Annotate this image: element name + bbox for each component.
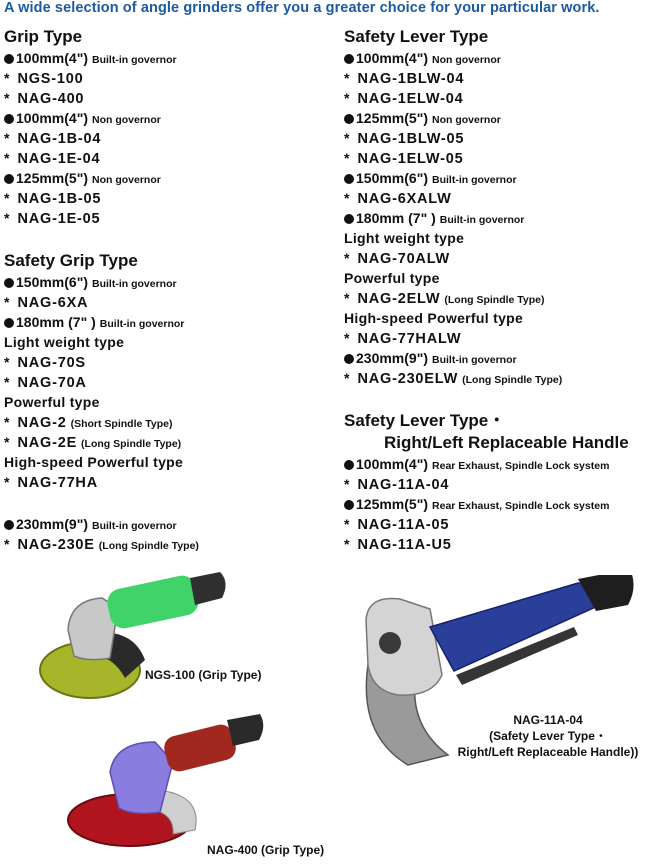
section-spacer <box>344 388 660 410</box>
disc-size: 100mm(4") <box>356 456 429 472</box>
model-number: NAG-230ELW <box>357 371 459 387</box>
size-line <box>4 312 324 332</box>
model-number: NAG-2ELW <box>357 291 441 307</box>
spec-note: Built-in governor <box>99 318 185 330</box>
bullet-dot-icon <box>344 114 354 124</box>
spec-note: Non governor <box>432 114 501 126</box>
bullet-dot-icon <box>4 114 14 124</box>
spec-note: Non governor <box>432 54 501 66</box>
bullet-dot-icon <box>4 174 14 184</box>
bullet-dot-icon <box>4 318 14 328</box>
ngs100-grinder-image <box>30 560 240 710</box>
bullet-dot-icon <box>344 54 354 64</box>
asterisk-bullet: * <box>344 290 350 306</box>
nag11a-head-port <box>379 632 401 654</box>
model-number: NAG-11A-U5 <box>357 537 452 553</box>
size-line <box>344 168 660 188</box>
section-title: Safety Lever Type・ <box>344 411 506 430</box>
model-line <box>344 474 660 494</box>
model-line <box>4 148 324 168</box>
bullet-dot-icon <box>344 354 354 364</box>
model-number: NAG-77HA <box>17 475 98 491</box>
asterisk-bullet: * <box>344 476 350 492</box>
asterisk-bullet: * <box>344 70 350 86</box>
model-line <box>344 328 660 348</box>
model-number: NAG-11A-04 <box>357 477 450 493</box>
spec-note: Non governor <box>92 174 161 186</box>
model-number: NAG-1ELW-05 <box>357 151 464 167</box>
model-line <box>4 188 324 208</box>
disc-size: 180mm (7" ) <box>16 314 96 330</box>
model-number: NAG-2E <box>17 435 78 451</box>
bullet-dot-icon <box>4 54 14 64</box>
asterisk-bullet: * <box>344 130 350 146</box>
model-line <box>4 534 324 554</box>
size-line <box>344 48 660 68</box>
model-number: NAG-1BLW-04 <box>357 71 465 87</box>
bullet-dot-icon <box>4 278 14 288</box>
model-number: NAG-70ALW <box>357 251 451 267</box>
model-line <box>344 368 660 388</box>
asterisk-bullet: * <box>4 190 10 206</box>
model-line <box>344 128 660 148</box>
nag400-rear <box>227 714 263 746</box>
disc-size: 150mm(6") <box>356 170 429 186</box>
asterisk-bullet: * <box>4 374 10 390</box>
model-number: NAG-1B-04 <box>17 131 102 147</box>
asterisk-bullet: * <box>344 536 350 552</box>
model-line <box>4 88 324 108</box>
spec-note: Built-in governor <box>92 520 177 532</box>
model-line <box>344 248 660 268</box>
spec-note: Non governor <box>92 114 161 126</box>
size-line <box>344 348 660 368</box>
section-title: Safety Grip Type <box>4 251 138 270</box>
model-number: NAG-1BLW-05 <box>357 131 465 147</box>
ngs100-rear <box>190 572 226 605</box>
disc-size: 180mm (7" ) <box>356 210 436 226</box>
category-label: High-speed Powerful type <box>344 310 524 326</box>
section-title: Grip Type <box>4 27 83 46</box>
bullet-dot-icon <box>4 520 14 530</box>
page-headline: A wide selection of angle grinders offer you a greater choice for your particular work. <box>4 0 600 16</box>
disc-size: 150mm(6") <box>16 274 89 290</box>
size-line <box>4 48 324 68</box>
section-title: Safety Lever Type <box>344 27 489 46</box>
size-line <box>4 514 324 534</box>
model-number: NAG-77HALW <box>357 331 462 347</box>
nag11a-caption-line3: Right/Left Replaceable Handle)) <box>457 745 639 759</box>
asterisk-bullet: * <box>4 70 10 86</box>
spec-note: (Short Spindle Type) <box>70 418 173 430</box>
asterisk-bullet: * <box>4 130 10 146</box>
model-number: NAG-70S <box>17 355 86 371</box>
size-line <box>344 454 660 474</box>
disc-size: 100mm(4") <box>16 50 89 66</box>
model-number: NAG-1E-04 <box>17 151 101 167</box>
size-line <box>344 494 660 514</box>
model-number: NAG-11A-05 <box>357 517 450 533</box>
model-line <box>344 288 660 308</box>
model-line <box>4 68 324 88</box>
size-line <box>4 108 324 128</box>
spec-note: Built-in governor <box>439 214 525 226</box>
model-line <box>344 534 660 554</box>
spacer <box>4 492 324 514</box>
asterisk-bullet: * <box>344 150 350 166</box>
model-number: NAG-1E-05 <box>17 211 101 227</box>
model-line <box>4 208 324 228</box>
bullet-dot-icon <box>344 460 354 470</box>
bullet-dot-icon <box>344 214 354 224</box>
section-spacer <box>4 228 324 250</box>
model-line <box>4 472 324 492</box>
right-column <box>344 26 660 554</box>
spec-note: Built-in governor <box>432 354 517 366</box>
left-column <box>4 26 324 554</box>
category-label: Light weight type <box>4 334 125 350</box>
spec-note: (Long Spindle Type) <box>444 294 545 306</box>
ngs100-caption: NGS-100 (Grip Type) <box>145 668 262 682</box>
model-number: NAG-1ELW-04 <box>357 91 464 107</box>
asterisk-bullet: * <box>4 210 10 226</box>
model-line <box>344 88 660 108</box>
asterisk-bullet: * <box>4 294 10 310</box>
category-label: Powerful type <box>344 270 440 286</box>
ngs100-body <box>105 573 201 631</box>
disc-size: 125mm(5") <box>356 110 429 126</box>
spec-note: Built-in governor <box>432 174 517 186</box>
asterisk-bullet: * <box>4 434 10 450</box>
model-line <box>4 372 324 392</box>
asterisk-bullet: * <box>344 516 350 532</box>
model-number: NAG-6XALW <box>357 191 452 207</box>
disc-size: 230mm(9") <box>16 516 89 532</box>
asterisk-bullet: * <box>344 330 350 346</box>
bullet-dot-icon <box>344 174 354 184</box>
size-line <box>4 168 324 188</box>
category-label: High-speed Powerful type <box>4 454 184 470</box>
nag400-body <box>162 722 239 774</box>
spec-note: (Long Spindle Type) <box>98 540 199 552</box>
nag400-grinder-image <box>55 712 270 850</box>
model-line <box>344 68 660 88</box>
spec-note: Built-in governor <box>92 278 177 290</box>
asterisk-bullet: * <box>4 150 10 166</box>
nag11a-caption <box>442 712 654 760</box>
spec-note: (Long Spindle Type) <box>462 374 563 386</box>
bullet-dot-icon <box>344 500 354 510</box>
size-line <box>4 272 324 292</box>
asterisk-bullet: * <box>344 90 350 106</box>
nag400-caption: NAG-400 (Grip Type) <box>207 843 325 857</box>
model-number: NAG-230E <box>17 537 95 553</box>
asterisk-bullet: * <box>4 536 10 552</box>
size-line <box>344 208 660 228</box>
model-line <box>4 352 324 372</box>
spec-note: (Long Spindle Type) <box>81 438 182 450</box>
model-line <box>4 412 324 432</box>
spec-note: Rear Exhaust, Spindle Lock system <box>432 460 610 472</box>
category-label: Light weight type <box>344 230 465 246</box>
model-number: NGS-100 <box>17 71 84 87</box>
asterisk-bullet: * <box>4 474 10 490</box>
model-number: NAG-1B-05 <box>17 191 102 207</box>
asterisk-bullet: * <box>4 414 10 430</box>
model-number: NAG-6XA <box>17 295 89 311</box>
nag11a-caption-line1: NAG-11A-04 <box>513 713 583 727</box>
size-line <box>344 108 660 128</box>
asterisk-bullet: * <box>344 250 350 266</box>
nag11a-caption-line2: (Safety Lever Type・ <box>489 729 607 743</box>
disc-size: 230mm(9") <box>356 350 429 366</box>
model-number: NAG-400 <box>17 91 85 107</box>
model-line <box>4 292 324 312</box>
model-line <box>344 188 660 208</box>
disc-size: 125mm(5") <box>16 170 89 186</box>
model-line <box>4 128 324 148</box>
model-line <box>344 514 660 534</box>
model-line <box>4 432 324 452</box>
spec-note: Built-in governor <box>92 54 177 66</box>
model-number: NAG-70A <box>17 375 87 391</box>
asterisk-bullet: * <box>4 354 10 370</box>
asterisk-bullet: * <box>344 370 350 386</box>
disc-size: 100mm(4") <box>16 110 89 126</box>
category-label: Powerful type <box>4 394 100 410</box>
disc-size: 125mm(5") <box>356 496 429 512</box>
nag11a-head <box>366 598 442 695</box>
asterisk-bullet: * <box>344 190 350 206</box>
section-title-line2: Right/Left Replaceable Handle <box>384 433 629 452</box>
asterisk-bullet: * <box>4 90 10 106</box>
spec-note: Rear Exhaust, Spindle Lock system <box>432 500 610 512</box>
model-number: NAG-2 <box>17 415 67 431</box>
disc-size: 100mm(4") <box>356 50 429 66</box>
model-line <box>344 148 660 168</box>
